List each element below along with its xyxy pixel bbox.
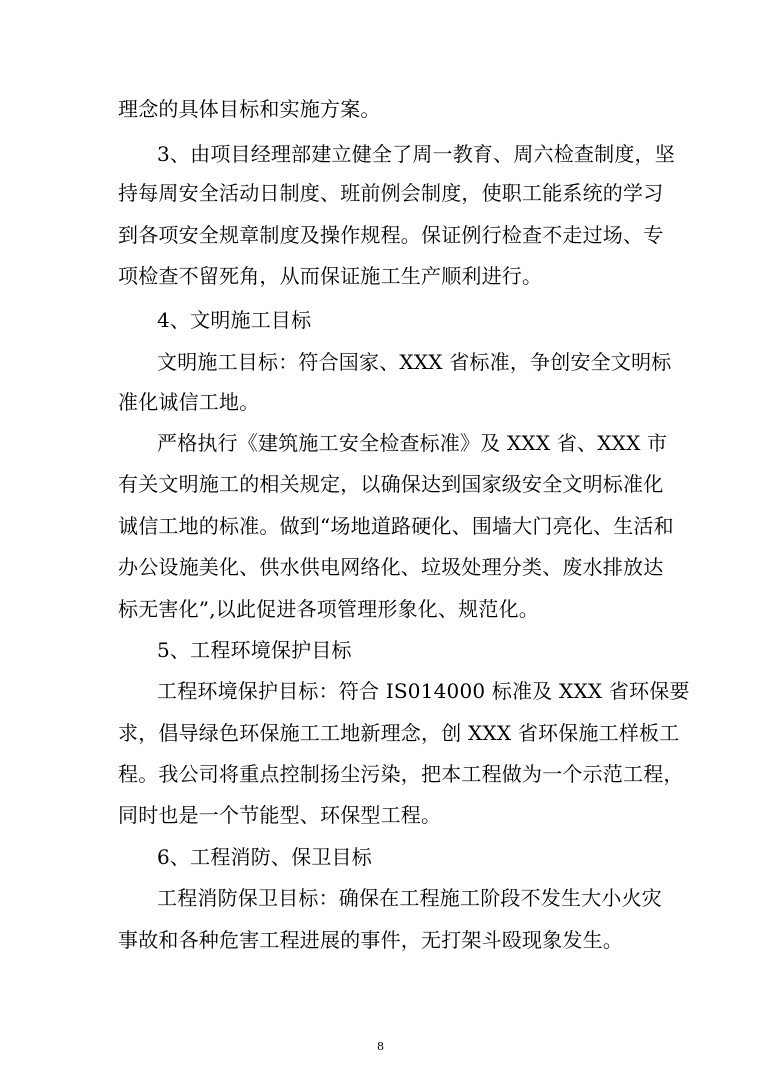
text-line: 准化诚信工地。 — [118, 390, 260, 414]
section-heading: 5、工程环境保护目标 — [157, 638, 352, 662]
page-number: 8 — [377, 1040, 384, 1053]
text-line: 求，倡导绿色环保施工工地新理念，创 XXX 省环保施工样板工 — [118, 721, 680, 745]
section-heading: 4、文明施工目标 — [157, 308, 312, 332]
text-line: 诚信工地的标准。做到“场地道路硬化、围墙大门亮化、生活和 — [118, 514, 674, 538]
text-line: 同时也是一个节能型、环保型工程。 — [118, 803, 442, 827]
text-line: 3、由项目经理部建立健全了周一教育、周六检查制度，坚 — [157, 142, 675, 166]
text-line: 有关文明施工的相关规定，以确保达到国家级安全文明标准化 — [118, 472, 664, 496]
text-line: 程。我公司将重点控制扬尘污染，把本工程做为一个示范工程， — [118, 762, 684, 786]
text-line: 工程环境保护目标：符合 IS014000 标准及 XXX 省环保要 — [157, 679, 690, 703]
text-line: 工程消防保卫目标：确保在工程施工阶段不发生大小火灾 — [157, 886, 662, 910]
text-line: 事故和各种危害工程进展的事件，无打架斗殴现象发生。 — [118, 928, 623, 952]
text-line: 标无害化”,以此促进各项管理形象化、规范化。 — [118, 597, 539, 621]
text-line: 文明施工目标：符合国家、XXX 省标准，争创安全文明标 — [157, 350, 672, 374]
text-line: 理念的具体目标和实施方案。 — [118, 97, 381, 121]
text-line: 项检查不留死角，从而保证施工生产顺利进行。 — [118, 264, 543, 288]
text-line: 到各项安全规章制度及操作规程。保证例行检查不走过场、专 — [118, 223, 664, 247]
text-line: 严格执行《建筑施工安全检查标准》及 XXX 省、XXX 市 — [157, 431, 668, 455]
text-line: 办公设施美化、供水供电网络化、垃圾处理分类、废水排放达 — [118, 555, 664, 579]
section-heading: 6、工程消防、保卫目标 — [157, 845, 372, 869]
text-line: 持每周安全活动日制度、班前例会制度，使职工能系统的学习 — [118, 181, 664, 205]
